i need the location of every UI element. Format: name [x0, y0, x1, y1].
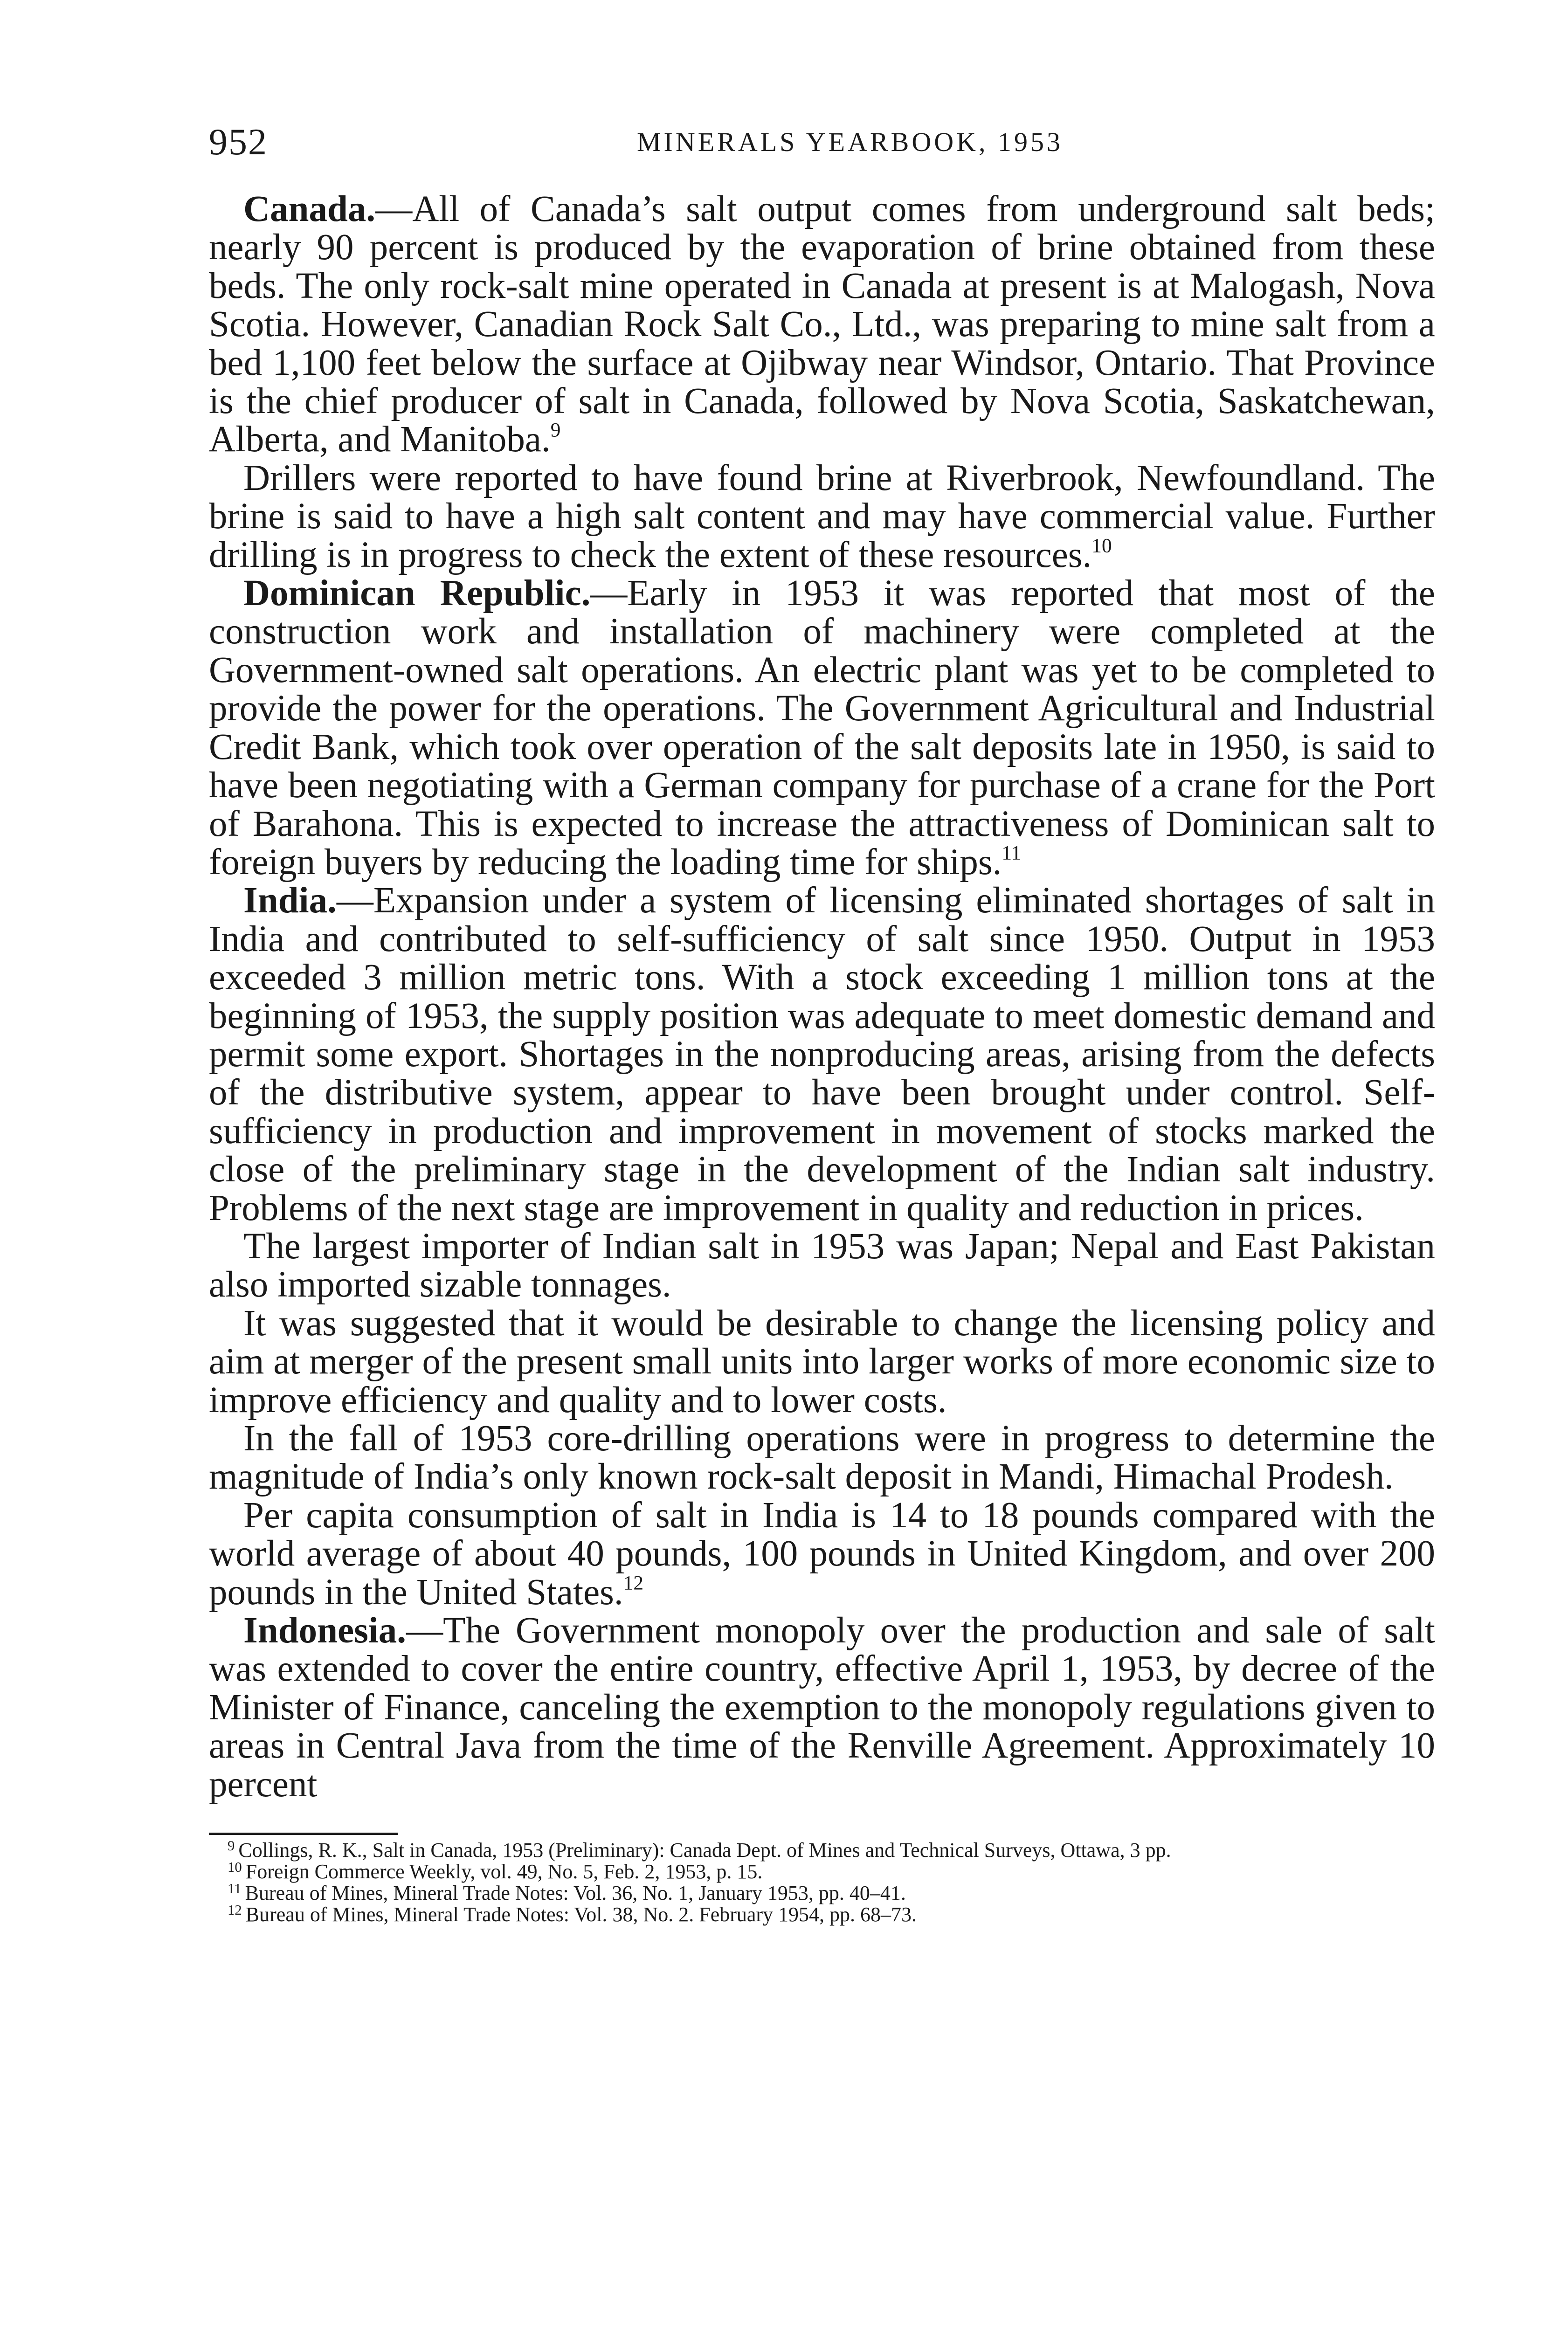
footnote-reference: 11 — [1002, 841, 1022, 864]
paragraph-dominican-republic — [209, 574, 1435, 882]
document-page — [209, 117, 1435, 1925]
paragraph-newfoundland — [209, 459, 1435, 574]
footnotes — [209, 1840, 1435, 1925]
paragraph-text: —The Government monopoly over the production and sale of salt was extended to cover the entire country, effective April 1, 1953, by decree of the Minister of Finance, canceling the exemption to the monopoly regulations given to areas in Central Java from the time of the Renville Agreement. Approximately 10 percent — [209, 1610, 1435, 1805]
paragraph-canada — [209, 190, 1435, 459]
footnote-mark: 12 — [228, 1902, 242, 1918]
paragraph-india-imports — [209, 1228, 1435, 1304]
paragraph-text: It was suggested that it would be desirable to change the licensing policy and aim at merger of the present small units into larger works of more economic size to improve efficiency and quality and to lower costs. — [209, 1303, 1435, 1421]
footnote-12 — [209, 1904, 1435, 1925]
footnote-mark: 10 — [228, 1859, 242, 1876]
paragraph-text: —Early in 1953 it was reported that most of the construction work and installation of machinery were completed at the Government-owned salt operations. An electric plant was yet to be completed to provide the power for the operations. The Government Agricultural and Industrial Credit Bank, which took over operation of the salt deposits late in 1950, is said to have been negotiating with a German company for purchase of a crane for the Port of Barahona. This is expected to increase the attractiveness of Dominican salt to foreign buyers by reducing the loading time for ships. — [209, 573, 1435, 883]
footnote-text: Bureau of Mines, Mineral Trade Notes: Vol. 36, No. 1, January 1953, pp. 40–41. — [245, 1882, 906, 1905]
footnote-reference: 12 — [623, 1572, 644, 1594]
running-title: MINERALS YEARBOOK, 1953 — [636, 127, 1064, 157]
body-text — [209, 190, 1435, 1804]
paragraph-text: —Expansion under a system of licensing eliminated shortages of salt in India and contributed to self-sufficiency of salt since 1950. Output in 1953 exceeded 3 million metric tons. With a stock exceeding 1 million tons at the beginning of 1953, the supply position was adequate to meet domestic demand and permit some export. Shortages in the nonproducing areas, arising from the defects of the distributive system, appear to have been brought under control. Self-sufficiency in production and improvement in movement of stocks marked the close of the preliminary stage in the development of the Indian salt industry. Problems of the next stage are improvement in quality and reduction in prices. — [209, 880, 1435, 1228]
section-heading-india: India. — [243, 880, 337, 921]
paragraph-text: In the fall of 1953 core-drilling operations were in progress to determine the magnitude of India’s only known rock-salt deposit in Mandi, Himachal Prodesh. — [209, 1418, 1435, 1497]
footnote-9 — [209, 1840, 1435, 1861]
footnote-text: Collings, R. K., Salt in Canada, 1953 (Preliminary): Canada Dept. of Mines and Technical Surveys, Ottawa, 3 pp. — [238, 1839, 1171, 1862]
section-heading-indonesia: Indonesia. — [243, 1610, 407, 1651]
paragraph-india-core-drilling — [209, 1420, 1435, 1497]
footnote-text: Foreign Commerce Weekly, vol. 49, No. 5, Feb. 2, 1953, p. 15. — [245, 1860, 763, 1883]
paragraph-india — [209, 882, 1435, 1228]
section-heading-canada: Canada. — [243, 189, 376, 229]
paragraph-text: The largest importer of Indian salt in 1953 was Japan; Nepal and East Pakistan also imported sizable tonnages. — [209, 1226, 1435, 1305]
footnote-10 — [209, 1861, 1435, 1883]
paragraph-indonesia — [209, 1612, 1435, 1804]
footnote-text: Bureau of Mines, Mineral Trade Notes: Vol. 38, No. 2. February 1954, pp. 68–73. — [245, 1903, 917, 1926]
page-number: 952 — [209, 122, 268, 163]
footnote-divider — [209, 1833, 398, 1835]
paragraph-text: Drillers were reported to have found brine at Riverbrook, Newfoundland. The brine is said to have a high salt content and may have commercial value. Further drilling is in progress to check the extent of these resources. — [209, 457, 1435, 575]
footnote-reference: 9 — [550, 419, 561, 442]
footnote-mark: 11 — [228, 1881, 242, 1897]
footnote-reference: 10 — [1091, 534, 1112, 557]
footnote-11 — [209, 1883, 1435, 1904]
running-head — [209, 117, 1435, 168]
paragraph-india-consumption — [209, 1497, 1435, 1612]
paragraph-text: Per capita consumption of salt in India is 14 to 18 pounds compared with the world average of about 40 pounds, 100 pounds in United Kingdom, and over 200 pounds in the United States. — [209, 1495, 1435, 1613]
footnote-mark: 9 — [228, 1838, 235, 1854]
paragraph-text: —All of Canada’s salt output comes from underground salt beds; nearly 90 percent is produced by the evaporation of brine obtained from these beds. The only rock-salt mine operated in Canada at present is at Malogash, Nova Scotia. However, Canadian Rock Salt Co., Ltd., was preparing to mine salt from a bed 1,100 feet below the surface at Ojibway near Windsor, Ontario. That Province is the chief producer of salt in Canada, followed by Nova Scotia, Saskatchewan, Alberta, and Manitoba. — [209, 189, 1435, 460]
section-heading-dominican-republic: Dominican Republic. — [243, 573, 591, 614]
paragraph-india-licensing — [209, 1304, 1435, 1420]
